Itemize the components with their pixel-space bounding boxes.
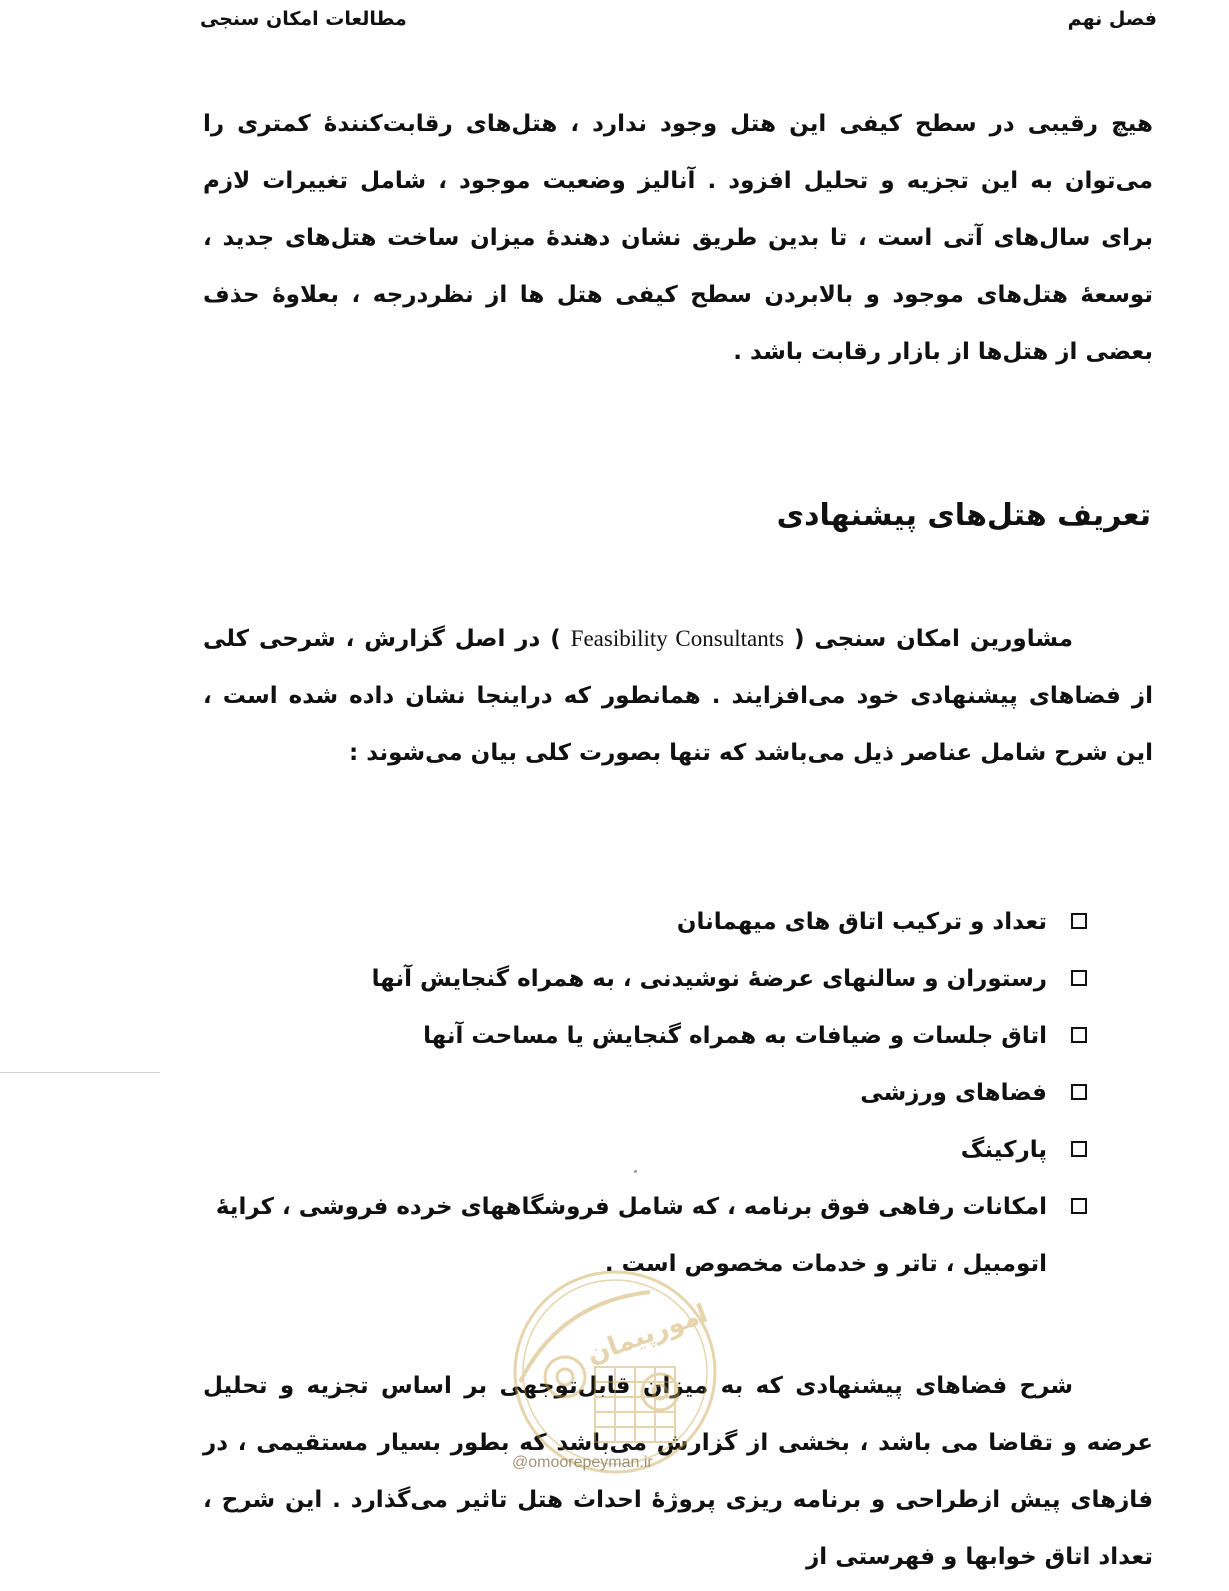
list-item	[127, 1008, 1087, 1065]
consultants-paragraph-start: مشاورین امکان سنجی (	[793, 626, 1073, 652]
checkbox-icon	[1071, 970, 1087, 986]
list-item	[127, 951, 1087, 1008]
facilities-list	[127, 894, 1087, 1293]
list-item-text: رستوران و سالنهای عرضهٔ نوشیدنی ، به همراه گنجایش آنها	[371, 966, 1047, 992]
consultants-paragraph	[203, 610, 1153, 782]
checkbox-icon	[1071, 913, 1087, 929]
book-title: مطالعات امکان سنجی	[200, 8, 407, 30]
english-term: Feasibility Consultants	[570, 626, 785, 651]
running-header	[200, 8, 1157, 38]
scan-artifact-line	[0, 1072, 160, 1073]
chapter-label: فصل نهم	[1067, 8, 1157, 30]
gear-icon	[545, 1357, 678, 1410]
list-item	[127, 1122, 1087, 1179]
list-item-text: فضاهای ورزشی	[860, 1080, 1047, 1106]
watermark-handle: @omoorepeyman.ir	[512, 1454, 653, 1471]
watermark-logo	[500, 1262, 730, 1542]
watermark-logo-text: امورپیمان	[582, 1298, 712, 1371]
scan-artifact-dot	[634, 1170, 637, 1173]
intro-paragraph: هیچ رقیبی در سطح کیفی این هتل وجود ندارد ، هتل‌های رقابت‌کنندهٔ کمتری را می‌توان به این تجزیه و تحلیل افزود . آنالیز وضعیت موجود ، شامل تغییرات لازم برای سال‌های آتی است ، تا بدین طریق نشان دهندهٔ میزان ساخت هتل‌های جدید ، توسعهٔ هتل‌های موجود و بالابردن سطح کیفی هتل ها از نظردرجه ، بعلاوهٔ حذف بعضی از هتل‌ها از بازار رقابت باشد .	[203, 111, 1153, 365]
list-item	[127, 894, 1087, 951]
checkbox-icon	[1071, 1198, 1087, 1214]
building-icon	[595, 1367, 675, 1442]
checkbox-icon	[1071, 1141, 1087, 1157]
checkbox-icon	[1071, 1084, 1087, 1100]
closing-paragraph: شرح فضاهای پیشنهادی که به میزان قابل‌توجهی بر اساس تجزیه و تحلیل عرضه و تقاضا می باشد ، بخشی از گزارش می‌باشد که بطور بسیار مستقیمی ، در فازهای پیش ازطراحی و برنامه ریزی پروژهٔ احداث هتل تاثیر می‌گذارد . این شرح ، تعداد اتاق خوابها و فهرستی از	[203, 1373, 1153, 1570]
list-item	[127, 1065, 1087, 1122]
list-item-text: تعداد و ترکیب اتاق های میهمانان	[676, 909, 1047, 935]
section-heading: تعریف هتل‌های پیشنهادی	[776, 498, 1151, 533]
list-item-text: اتاق جلسات و ضیافات به همراه گنجایش یا مساحت آنها	[423, 1023, 1047, 1049]
list-item-text: پارکینگ	[960, 1137, 1047, 1163]
consultants-paragraph-rest: ) در اصل گزارش ، شرحی کلی از فضاهای پیشنهادی خود می‌افزایند . همانطور که دراینجا نشان داده شده است ، این شرح شامل عناصر ذیل می‌باشد که تنها بصورت کلی بیان می‌شوند :	[203, 626, 1153, 766]
checkbox-icon	[1071, 1027, 1087, 1043]
list-item-text: امکانات رفاهی فوق برنامه ، که شامل فروشگاههای خرده فروشی ، کرایهٔ اتومبیل ، تاتر و خدمات مخصوص است .	[215, 1194, 1047, 1277]
